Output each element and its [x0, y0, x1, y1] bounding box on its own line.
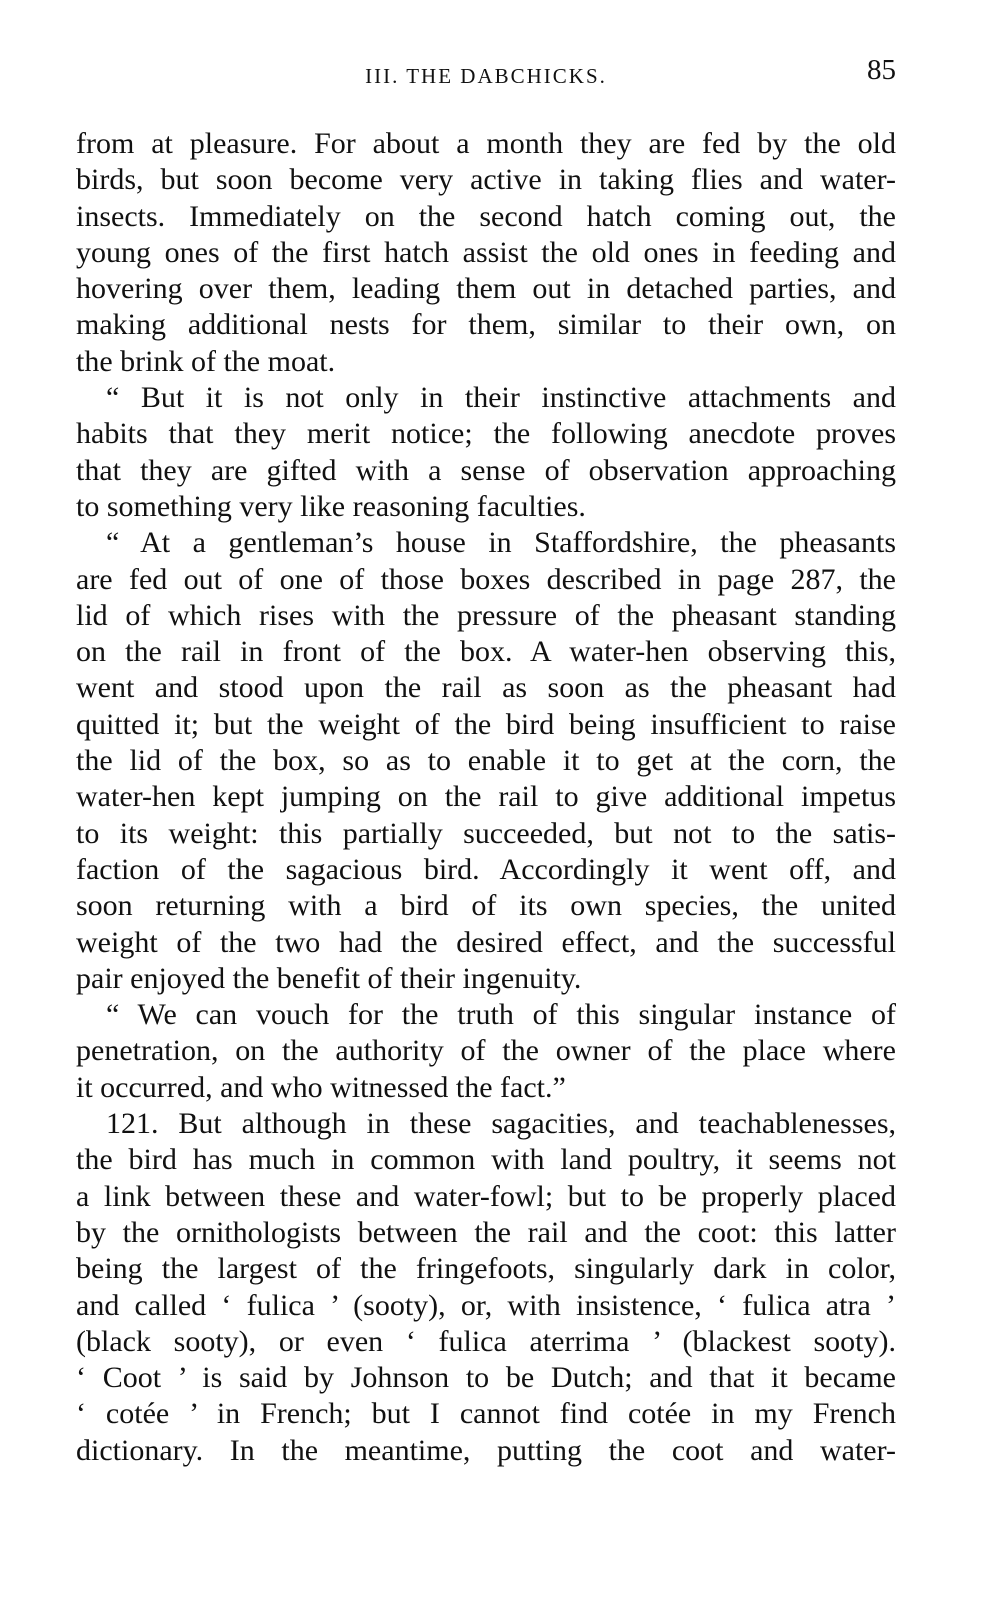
text-line: are fed out of one of those boxes described in page 287, the — [76, 562, 896, 596]
text-line: to something very like reasoning faculties. — [76, 489, 586, 523]
text-line: penetration, on the authority of the owner of the place where — [76, 1034, 896, 1068]
text-line: “ At a gentleman’s house in Staffordshire, the pheasants — [106, 526, 896, 560]
text-line: the lid of the box, so as to enable it to get at the corn, the — [76, 744, 896, 778]
text-line: it occurred, and who witnessed the fact.” — [76, 1070, 566, 1104]
text-line: that they are gifted with a sense of observation approaching — [76, 453, 896, 487]
text-line: the bird has much in common with land poultry, it seems not — [76, 1143, 896, 1177]
text-line: on the rail in front of the box. A water-hen observing this, — [76, 635, 896, 669]
text-line: habits that they merit notice; the following anecdote proves — [76, 417, 896, 451]
text-line: to its weight: this partially succeeded, but not to the satis- — [76, 816, 896, 850]
text-line: pair enjoyed the benefit of their ingenuity. — [76, 961, 582, 995]
page-number: 85 — [867, 54, 896, 86]
text-line: insects. Immediately on the second hatch coming out, the — [76, 199, 896, 233]
text-line: soon returning with a bird of its own species, the united — [76, 889, 896, 923]
text-line: 121. But although in these sagacities, and teachablenesses, — [106, 1107, 896, 1141]
text-line: faction of the sagacious bird. Accordingly it went off, and — [76, 852, 896, 886]
text-line: hovering over them, leading them out in detached parties, and — [76, 272, 896, 306]
running-head — [76, 52, 896, 92]
text-line: birds, but soon become very active in taking flies and water- — [76, 163, 896, 197]
text-line: “ But it is not only in their instinctive attachments and — [106, 381, 896, 415]
text-line: “ We can vouch for the truth of this singular instance of — [106, 998, 896, 1032]
text-line: young ones of the first hatch assist the old ones in feeding and — [76, 235, 896, 269]
text-line: being the largest of the fringefoots, singularly dark in color, — [76, 1252, 896, 1286]
text-line: dictionary. In the meantime, putting the coot and water- — [76, 1433, 896, 1467]
text-line: went and stood upon the rail as soon as the pheasant had — [76, 671, 896, 705]
text-line: (black sooty), or even ‘ fulica aterrima ’ (blackest sooty). — [76, 1324, 896, 1358]
text-line: the brink of the moat. — [76, 344, 336, 378]
running-title: III. THE DABCHICKS. — [365, 64, 607, 88]
text-line: a link between these and water-fowl; but to be properly placed — [76, 1179, 896, 1213]
text-line: by the ornithologists between the rail and the coot: this latter — [76, 1215, 896, 1249]
text-line: ‘ cotée ’ in French; but I cannot find cotée in my French — [76, 1397, 896, 1431]
text-line: making additional nests for them, similar to their own, on — [76, 308, 896, 342]
text-line: quitted it; but the weight of the bird being insufficient to raise — [76, 707, 896, 741]
text-line: from at pleasure. For about a month they are fed by the old — [76, 127, 896, 160]
text-line: weight of the two had the desired effect, and the successful — [76, 925, 896, 959]
text-line: water-hen kept jumping on the rail to give additional impetus — [76, 780, 896, 814]
text-line: lid of which rises with the pressure of the pheasant standing — [76, 598, 896, 632]
text-line: ‘ Coot ’ is said by Johnson to be Dutch; and that it became — [76, 1361, 896, 1395]
body-text — [76, 126, 896, 1469]
text-line: and called ‘ fulica ’ (sooty), or, with insistence, ‘ fulica atra ’ — [76, 1288, 896, 1322]
